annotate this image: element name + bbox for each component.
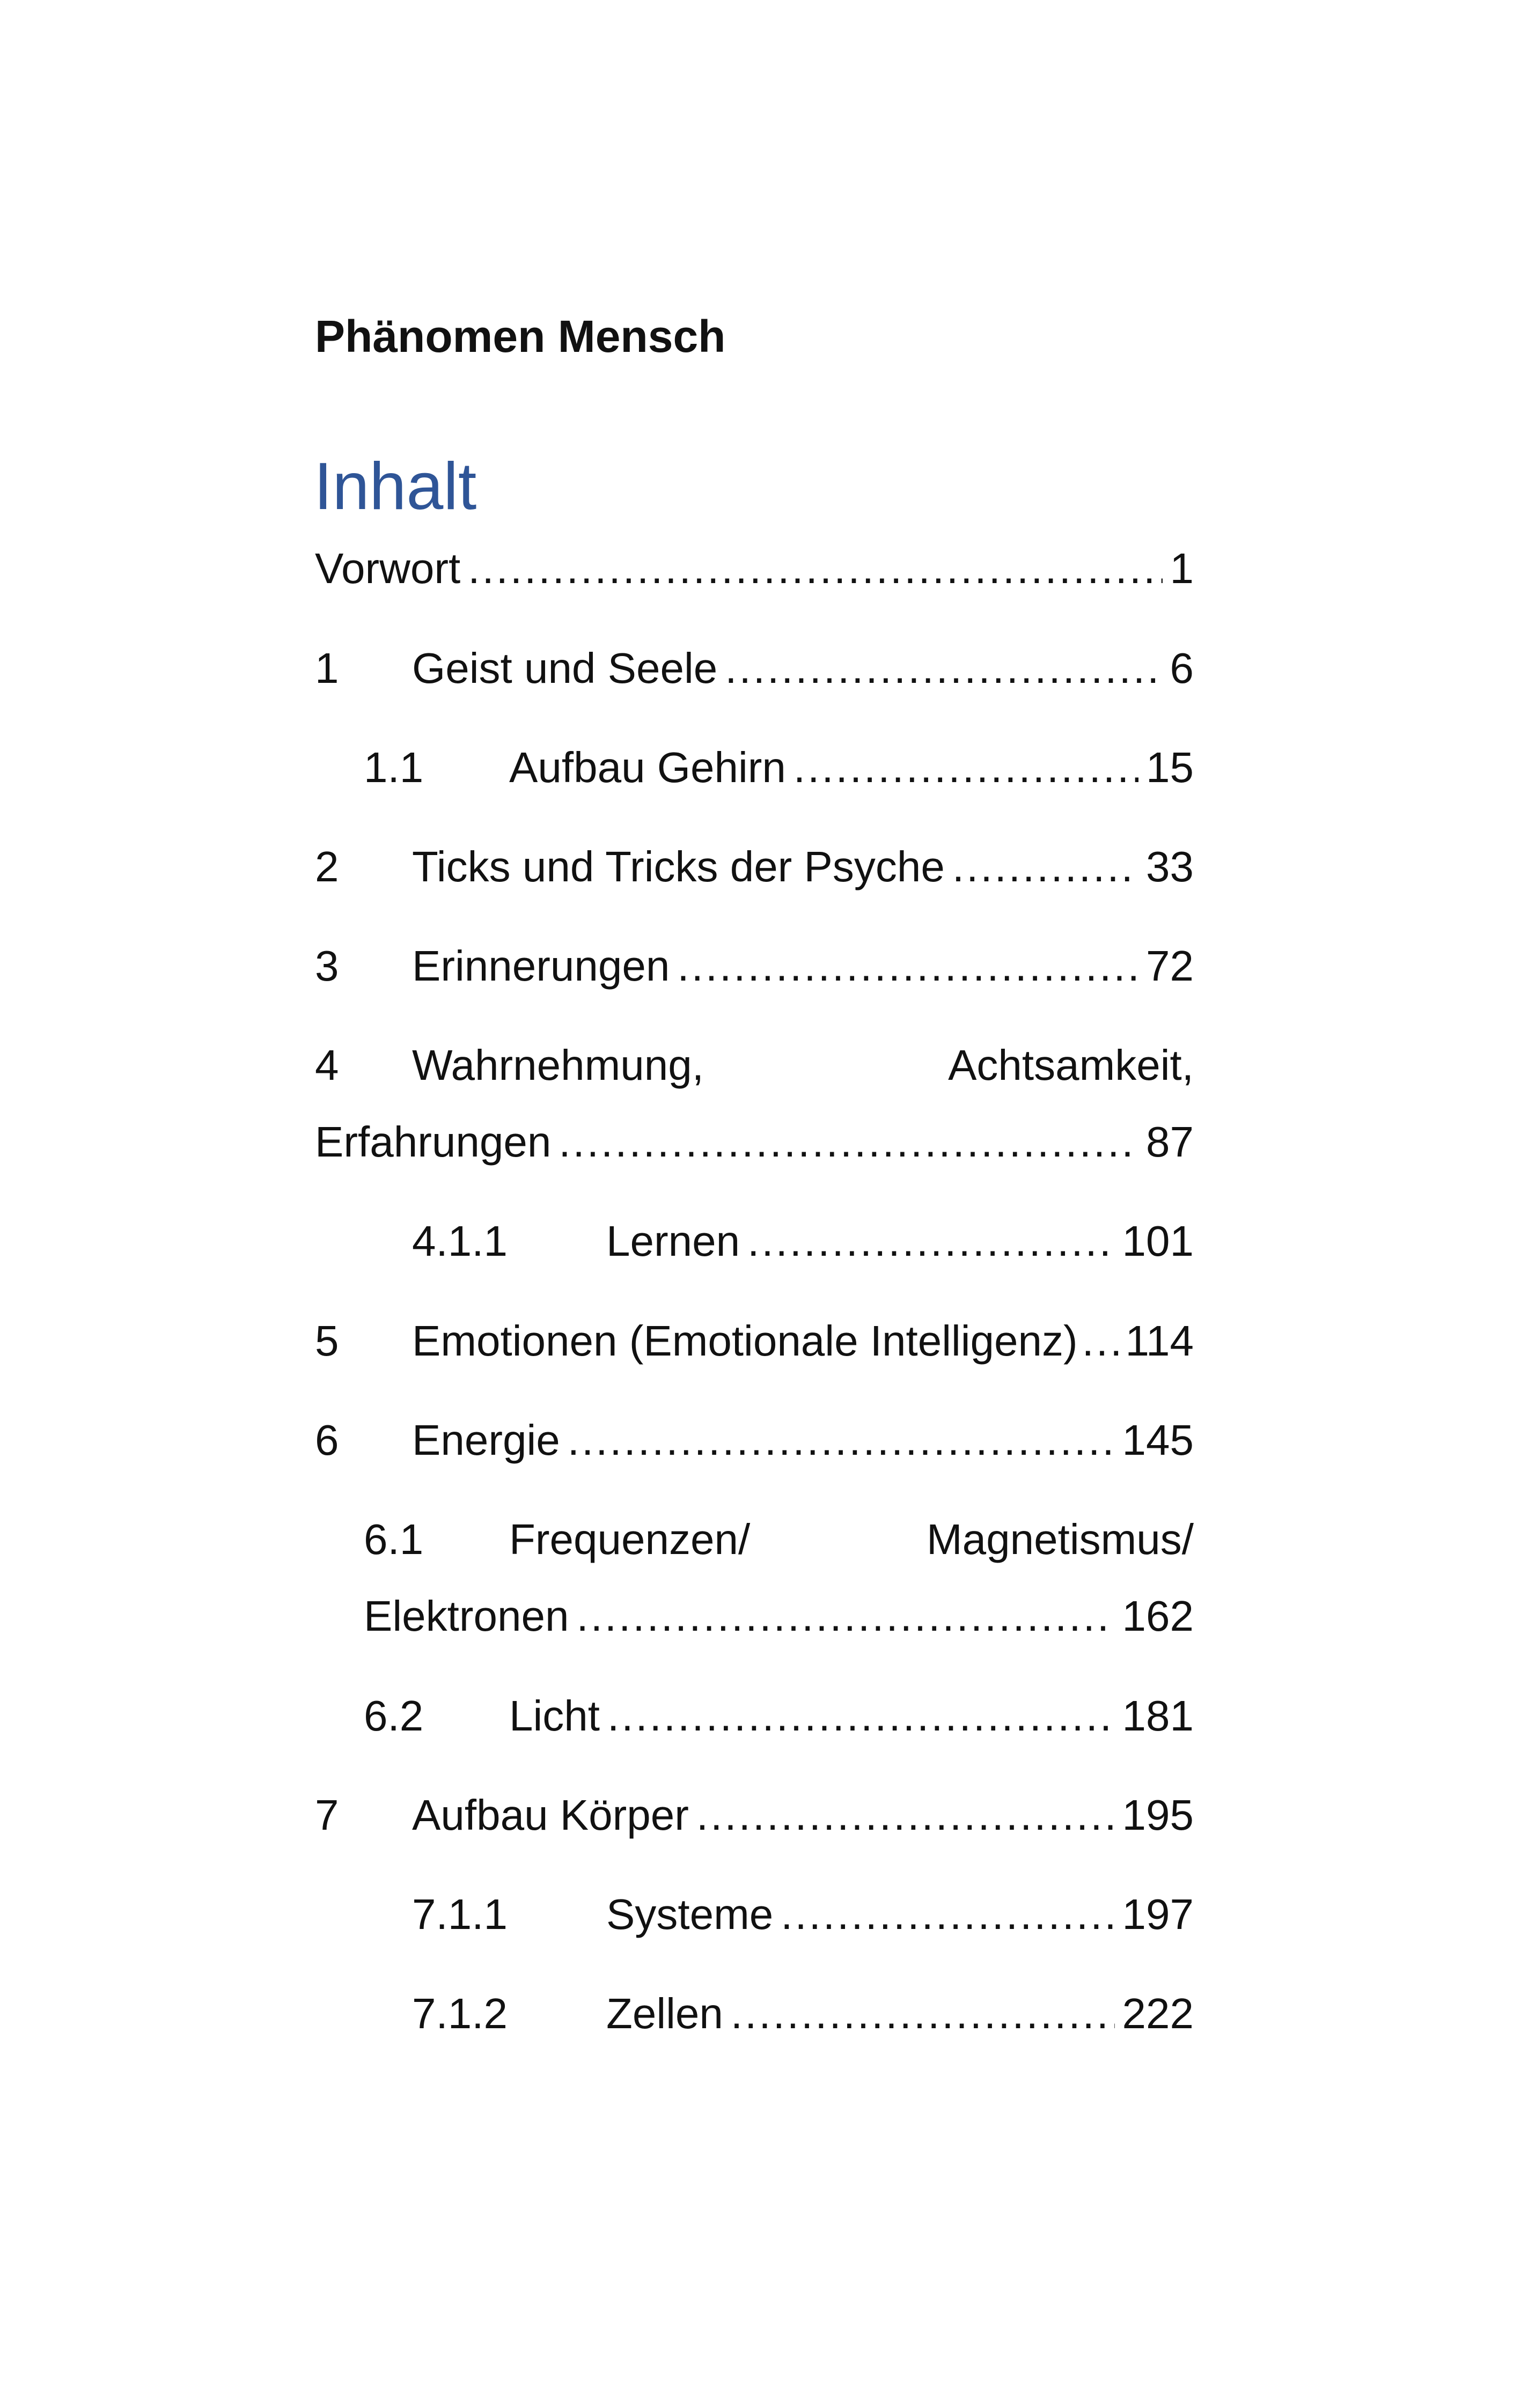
toc-entry-number: 6.1 xyxy=(364,1515,424,1563)
toc-entry-7[interactable] xyxy=(315,1788,1194,1842)
toc-entry-page: 72 xyxy=(1146,942,1194,990)
toc-entry-4-1-1[interactable] xyxy=(315,1214,1194,1268)
toc-entry-page: 6 xyxy=(1170,644,1194,692)
toc-entry-7-1-1[interactable] xyxy=(315,1888,1194,1941)
toc-entry-number: 4 xyxy=(315,1041,339,1089)
toc-entry-title-part: Achtsamkeit, xyxy=(948,1041,1194,1089)
toc-entry-title: Geist und Seele xyxy=(412,644,718,692)
toc-entry-title: Zellen xyxy=(606,1990,723,2037)
toc-entry-number: 6.2 xyxy=(364,1692,424,1740)
toc-entry-5[interactable] xyxy=(315,1314,1194,1368)
toc-entry-page: 162 xyxy=(1122,1592,1194,1640)
toc-entry-6-2[interactable] xyxy=(315,1689,1194,1743)
toc-leader-dots xyxy=(568,1413,1115,1467)
toc-entry-page: 197 xyxy=(1122,1890,1194,1938)
toc-entry-title: Vorwort xyxy=(315,544,461,592)
toc-entry-number: 2 xyxy=(315,843,339,890)
toc-leader-dots xyxy=(731,1987,1115,2041)
toc-entry-page: 33 xyxy=(1146,843,1194,890)
toc-entry-page: 101 xyxy=(1122,1217,1194,1265)
toc-entry-6-1-continued[interactable] xyxy=(315,1589,1194,1643)
toc-leader-dots xyxy=(725,642,1162,695)
toc-leader-dots xyxy=(468,542,1162,595)
toc-entry-title-part: Magnetismus/ xyxy=(927,1515,1194,1563)
toc-entry-page: 195 xyxy=(1122,1791,1194,1839)
toc-entry-title: Energie xyxy=(412,1416,560,1464)
toc-entry-page: 15 xyxy=(1146,743,1194,791)
toc-entry-number: 6 xyxy=(315,1416,339,1464)
toc-entry-3[interactable] xyxy=(315,939,1194,993)
toc-entry-6[interactable] xyxy=(315,1413,1194,1467)
toc-leader-dots xyxy=(559,1115,1138,1169)
toc-entry-number: 1.1 xyxy=(364,743,424,791)
toc-entry-page: 1 xyxy=(1170,544,1194,592)
toc-entry-title-part: Wahrnehmung, xyxy=(412,1041,704,1089)
toc-leader-dots xyxy=(1082,1314,1121,1368)
toc-entry-number: 5 xyxy=(315,1317,339,1365)
toc-leader-dots xyxy=(793,741,1138,794)
toc-entry-number: 7.1.2 xyxy=(412,1990,508,2037)
toc-entry-1-1[interactable] xyxy=(315,741,1194,794)
toc-entry-title: Systeme xyxy=(606,1890,774,1938)
toc-entry-title: Ticks und Tricks der Psyche xyxy=(412,843,945,890)
toc-entry-title: Aufbau Körper xyxy=(412,1791,689,1839)
toc-entry-2[interactable] xyxy=(315,840,1194,894)
toc-entry-title: Licht xyxy=(509,1692,600,1740)
toc-leader-dots xyxy=(677,939,1138,993)
toc-entry-title: Aufbau Gehirn xyxy=(509,743,786,791)
toc-entry-title: Emotionen (Emotionale Intelligenz) xyxy=(412,1317,1078,1365)
book-title: Phänomen Mensch xyxy=(315,311,726,362)
toc-entry-page: 114 xyxy=(1125,1317,1194,1365)
toc-entry-page: 222 xyxy=(1122,1990,1194,2037)
toc-entry-1[interactable] xyxy=(315,642,1194,695)
toc-entry-7-1-2[interactable] xyxy=(315,1987,1194,2041)
toc-leader-dots xyxy=(607,1689,1115,1743)
toc-leader-dots xyxy=(576,1589,1114,1643)
toc-leader-dots xyxy=(747,1214,1114,1268)
toc-heading: Inhalt xyxy=(314,450,477,524)
toc-entry-title: Erinnerungen xyxy=(412,942,670,990)
toc-entry-page: 181 xyxy=(1122,1692,1194,1740)
toc-leader-dots xyxy=(952,840,1138,894)
toc-entry-title: Elektronen xyxy=(364,1592,569,1640)
toc-leader-dots xyxy=(781,1888,1114,1941)
toc-entry-number: 3 xyxy=(315,942,339,990)
toc-entry-4[interactable] xyxy=(315,1039,1194,1092)
toc-entry-page: 145 xyxy=(1122,1416,1194,1464)
toc-entry-4-continued[interactable] xyxy=(315,1115,1194,1169)
toc-entry-6-1[interactable] xyxy=(315,1513,1194,1566)
toc-entry-title-part: Frequenzen/ xyxy=(509,1515,751,1563)
toc-entry-number: 4.1.1 xyxy=(412,1217,508,1265)
toc-entry-page: 87 xyxy=(1146,1118,1194,1166)
toc-entry-number: 7 xyxy=(315,1791,339,1839)
toc-entry-number: 1 xyxy=(315,644,339,692)
toc-entry-vorwort[interactable] xyxy=(315,542,1194,595)
toc-entry-title: Lernen xyxy=(606,1217,740,1265)
toc-leader-dots xyxy=(696,1788,1115,1842)
toc-entry-number: 7.1.1 xyxy=(412,1890,508,1938)
toc-entry-title: Erfahrungen xyxy=(315,1118,552,1166)
